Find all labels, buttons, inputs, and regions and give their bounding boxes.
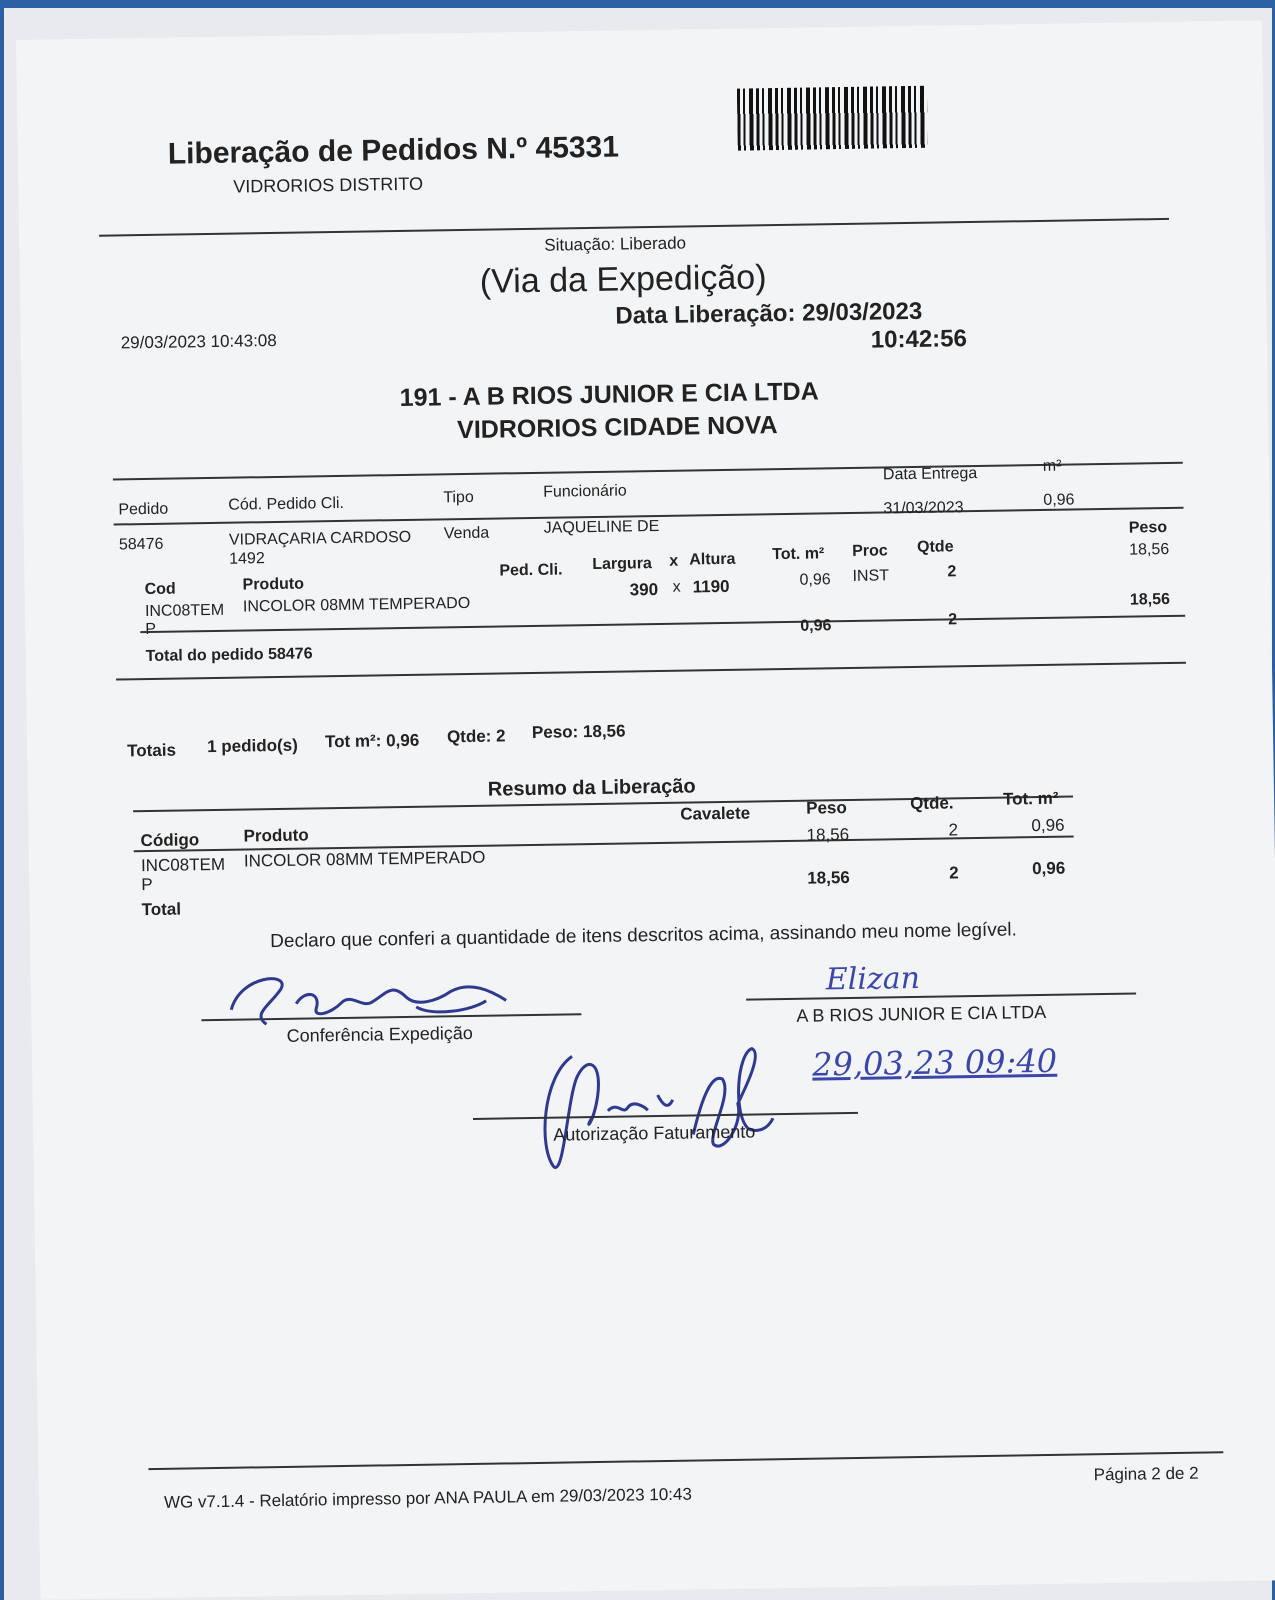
order-header-top-line: [113, 462, 1183, 481]
order-total-peso: 18,56: [1129, 590, 1171, 609]
order-delivery-date: 31/03/2023: [883, 499, 964, 518]
footer-printed-by: WG v7.1.4 - Relatório impresso por ANA PAULA em 29/03/2023 10:43: [163, 1484, 692, 1512]
order-m2: 0,96: [1043, 491, 1075, 509]
item-peso: 18,56: [1129, 540, 1170, 559]
status-label: Situação: Liberado: [544, 233, 687, 255]
item-dimension-x: x: [672, 578, 681, 596]
item-height: 1190: [692, 576, 730, 597]
order-client-code-line2: 1492: [229, 550, 265, 568]
col-funcionario: Funcionário: [543, 482, 627, 501]
item-width: 390: [629, 579, 659, 600]
order-section-end-line: [116, 662, 1186, 681]
item-col-altura: Altura: [689, 550, 736, 569]
footer-page-number: Página 2 de 2: [1093, 1463, 1199, 1485]
summary-code-line2: P: [141, 874, 153, 895]
item-col-produto: Produto: [242, 575, 305, 594]
item-qtde: 2: [947, 563, 957, 581]
order-total-line: [140, 615, 1185, 633]
footer-line: [148, 1451, 1223, 1470]
summary-peso: 18,56: [806, 825, 850, 845]
col-cod-pedido: Cód. Pedido Cli.: [228, 494, 345, 514]
summary-product: INCOLOR 08MM TEMPERADO: [243, 847, 486, 871]
col-tipo: Tipo: [443, 488, 474, 507]
printed-timestamp: 29/03/2023 10:43:08: [120, 330, 277, 353]
summary-col-cavalete: Cavalete: [680, 803, 751, 824]
item-code-line2: P: [145, 620, 157, 639]
copy-type: (Via da Expedição): [479, 258, 767, 301]
order-total-qtde: 2: [948, 611, 958, 629]
conferencia-label: Conferência Expedição: [286, 1022, 473, 1046]
summary-col-peso: Peso: [806, 798, 847, 818]
totals-orders: 1 pedido(s): [206, 735, 298, 757]
item-col-proc: Proc: [852, 542, 888, 560]
col-m2: m²: [1042, 457, 1062, 475]
summary-total-m2: 0,96: [1031, 858, 1066, 879]
item-col-cod: Cod: [144, 580, 176, 599]
order-total-label: Total do pedido 58476: [145, 645, 313, 666]
item-product: INCOLOR 08MM TEMPERADO: [242, 594, 471, 616]
col-pedido: Pedido: [118, 500, 169, 519]
item-proc: INST: [852, 567, 890, 585]
summary-col-qtde: Qtde.: [909, 793, 954, 814]
client-signature-line: [746, 993, 1136, 1001]
summary-qtde: 2: [948, 820, 959, 840]
client-signature-label: A B RIOS JUNIOR E CIA LTDA: [796, 1001, 1047, 1026]
item-col-ped-cli: Ped. Cli.: [499, 561, 563, 580]
item-col-x: x: [669, 552, 679, 570]
summary-title: Resumo da Liberação: [487, 775, 696, 801]
declaration-text: Declaro que conferi a quantidade de itens descritos acima, assinando meu nome legível.: [270, 919, 1017, 953]
summary-code-line1: INC08TEM: [140, 854, 226, 876]
autorizacao-signature: [532, 1033, 794, 1177]
autorizacao-label: Autorização Faturamento: [553, 1121, 756, 1145]
autorizacao-handwritten-name: [592, 1060, 663, 1077]
summary-total-peso: 18,56: [807, 868, 850, 888]
client-branch: VIDRORIOS CIDADE NOVA: [456, 411, 778, 445]
item-col-peso: Peso: [1128, 518, 1168, 537]
summary-col-produto: Produto: [243, 825, 309, 846]
order-number: 58476: [118, 535, 164, 554]
summary-total-label: Total: [141, 899, 182, 920]
item-col-qtde: Qtde: [916, 538, 954, 556]
client-handwritten-signature: Elizan: [825, 960, 921, 998]
order-employee: JAQUELINE DE: [543, 517, 660, 537]
item-col-largura: Largura: [592, 555, 653, 574]
totals-m2: Tot m²: 0,96: [324, 730, 420, 752]
totals-qtde: Qtde: 2: [446, 726, 506, 747]
order-client-code-line1: VIDRAÇARIA CARDOSO: [228, 528, 412, 549]
handwritten-date: 29,03,23 09:40: [811, 1041, 1058, 1084]
release-time: 10:42:56: [870, 325, 968, 354]
col-data-entrega: Data Entrega: [882, 464, 978, 484]
item-code-line1: INC08TEM: [144, 601, 225, 621]
item-col-tot-m2: Tot. m²: [772, 545, 825, 564]
totals-label: Totais: [127, 740, 177, 761]
release-date: Data Liberação: 29/03/2023: [615, 297, 923, 330]
company-name: VIDRORIOS DISTRITO: [233, 173, 424, 197]
summary-col-codigo: Código: [140, 830, 200, 851]
barcode: [737, 86, 928, 151]
order-type: Venda: [443, 524, 490, 543]
summary-col-tot-m2: Tot. m²: [1002, 788, 1059, 809]
document-page: [16, 20, 1275, 1599]
summary-total-qtde: 2: [949, 863, 959, 883]
item-tot-m2: 0,96: [799, 571, 831, 589]
document-title: Liberação de Pedidos N.º 45331: [167, 130, 620, 171]
order-total-m2: 0,96: [800, 617, 832, 635]
client-name: 191 - A B RIOS JUNIOR E CIA LTDA: [399, 377, 819, 413]
summary-tot-m2: 0,96: [1031, 815, 1065, 836]
totals-peso: Peso: 18,56: [531, 721, 626, 742]
